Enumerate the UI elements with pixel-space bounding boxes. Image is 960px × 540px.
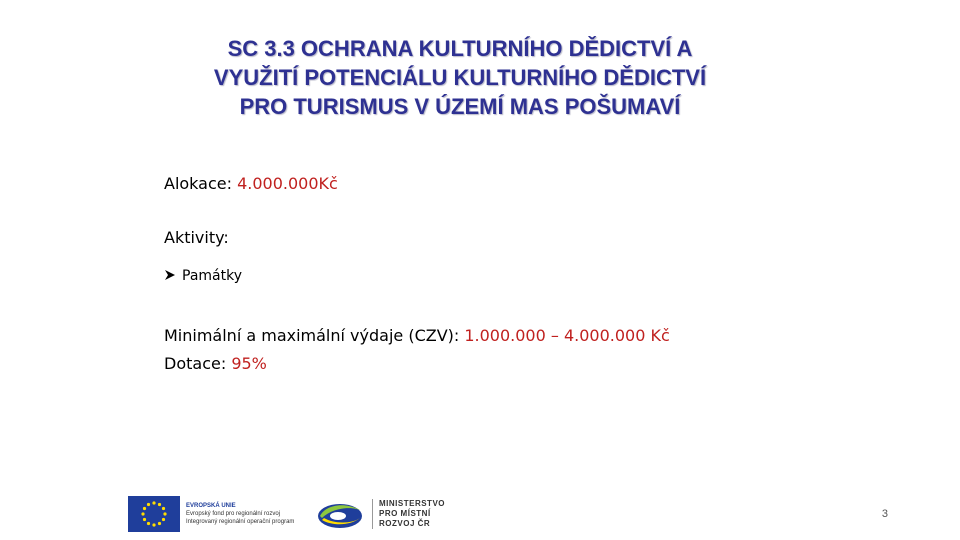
slide-title-line-3: PRO TURISMUS V ÚZEMÍ MAS POŠUMAVÍ	[239, 94, 681, 119]
activity-list-item	[164, 268, 242, 284]
ministry-logo-icon	[316, 496, 364, 532]
allocation-value: 4.000.000Kč	[237, 174, 338, 193]
eu-logo-line-3: Integrovaný regionální operační program	[186, 519, 295, 525]
ministry-logo-line-1: MINISTERSTVO	[379, 499, 446, 508]
activity-label: Památky	[182, 268, 242, 284]
subsidy-line	[164, 354, 267, 373]
slide-title-line-1: SC 3.3 OCHRANA KULTURNÍHO DĚDICTVÍ A	[227, 36, 693, 61]
subsidy-value: 95%	[231, 354, 267, 373]
allocation-line	[164, 174, 338, 193]
ministry-logo-line-3: ROZVOJ ČR	[379, 519, 431, 528]
eu-flag-icon	[128, 496, 180, 532]
activities-heading: Aktivity:	[164, 228, 229, 247]
expenses-label: Minimální a maximální výdaje (CZV):	[164, 326, 465, 345]
slide-title-line-2: VYUŽITÍ POTENCIÁLU KULTURNÍHO DĚDICTVÍ	[213, 65, 707, 90]
slide-title	[150, 34, 770, 121]
allocation-label: Alokace:	[164, 174, 238, 193]
eu-logo-line-1: EVROPSKÁ UNIE	[186, 503, 236, 509]
expenses-line	[164, 326, 670, 345]
expenses-value: 1.000.000 – 4.000.000 Kč	[464, 326, 670, 345]
page-number: 3	[881, 508, 888, 520]
arrow-bullet-icon	[164, 269, 176, 281]
subsidy-label: Dotace:	[164, 354, 232, 373]
ministry-logo-text	[372, 499, 445, 529]
footer-logos	[128, 494, 445, 534]
ministry-logo-line-2: PRO MÍSTNÍ	[379, 509, 431, 518]
eu-logo-line-2: Evropský fond pro regionální rozvoj	[186, 511, 281, 517]
eu-logo-text	[186, 502, 304, 526]
